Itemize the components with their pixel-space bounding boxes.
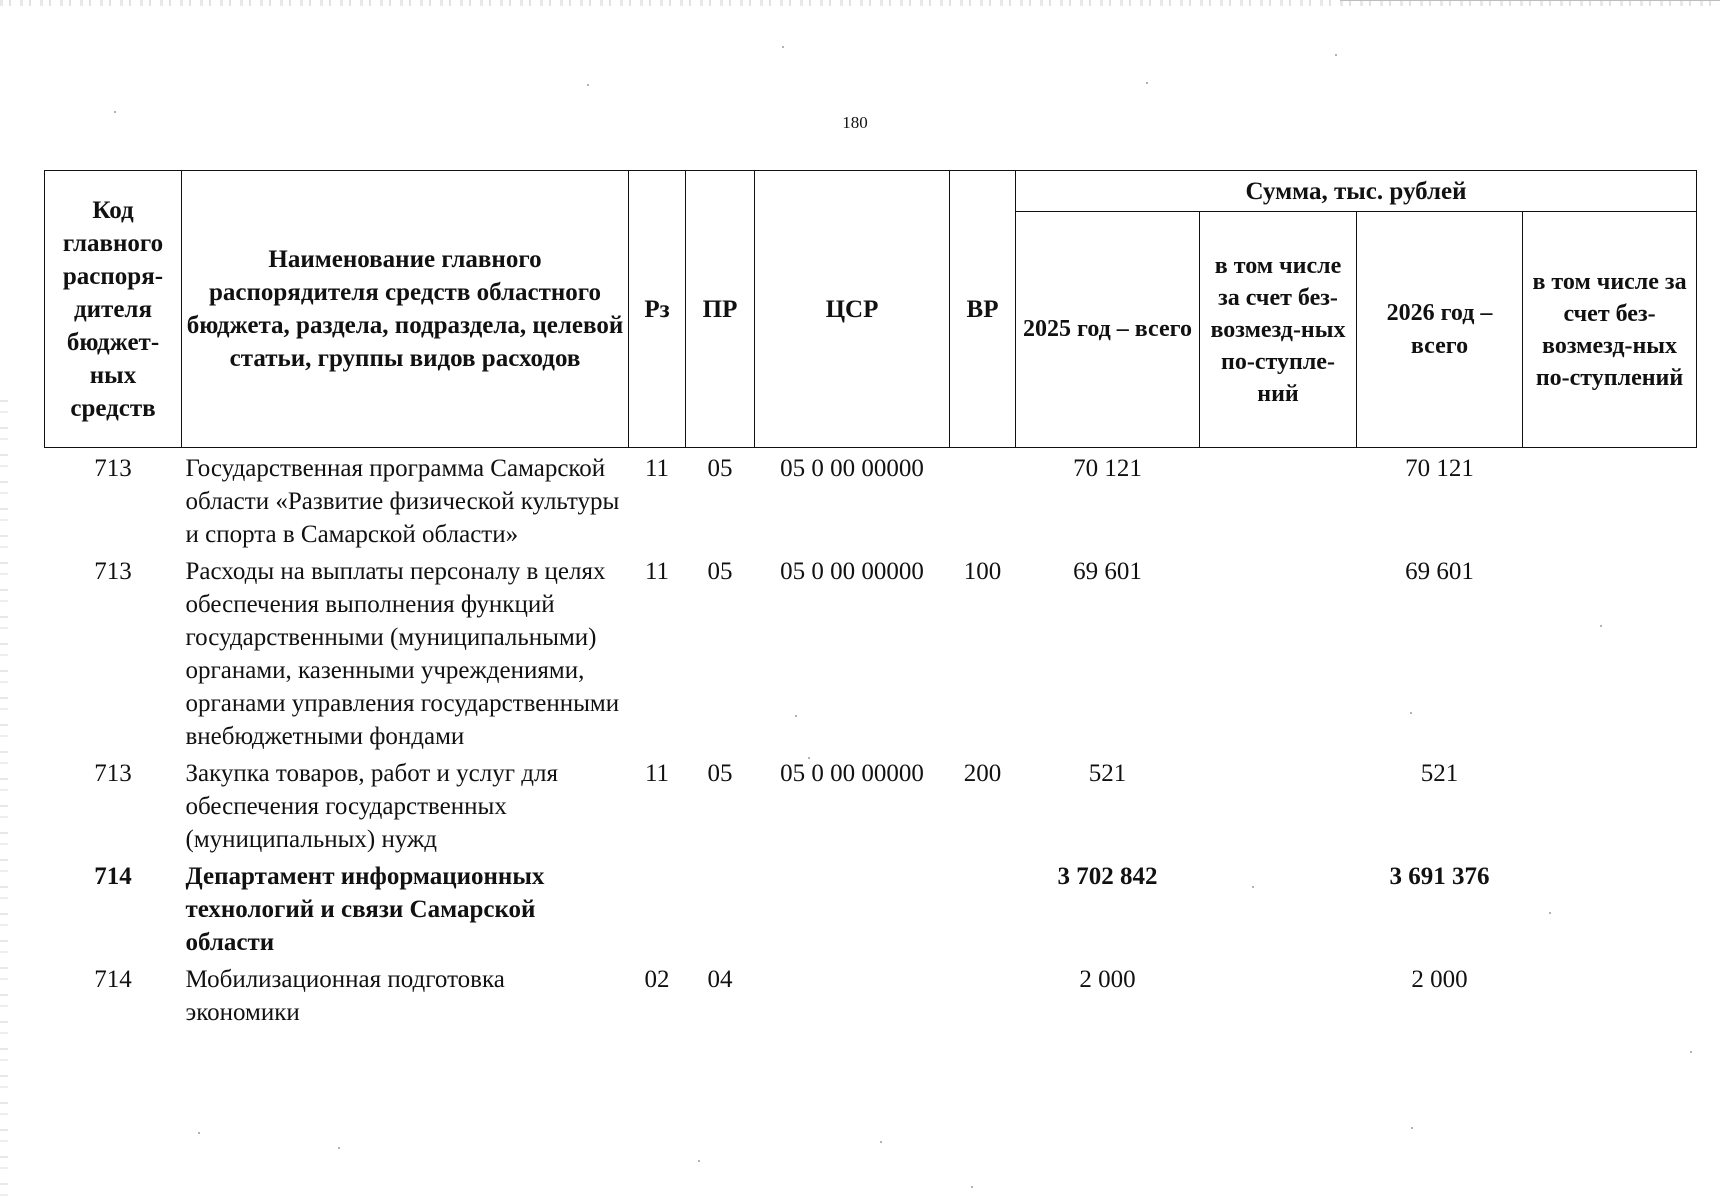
scan-speck xyxy=(971,1186,973,1188)
cell-name: Расходы на выплаты персоналу в целях обеспечения выполнения функций государственными (муниципальными) органами, казенными учреждениями, органами управления государственными внебюджетными фондами xyxy=(185,558,620,750)
table-row xyxy=(45,448,1697,552)
cell-rz: 11 xyxy=(644,455,670,482)
cell-pr: 04 xyxy=(707,966,733,993)
cell-name: Закупка товаров, работ и услуг для обеспечения государственных (муниципальных) нужд xyxy=(185,760,558,853)
cell-csr xyxy=(755,856,950,959)
cell-code: 713 xyxy=(94,760,132,787)
table-body xyxy=(45,448,1697,1030)
cell-2026-free xyxy=(1523,753,1697,856)
scan-speck xyxy=(1146,82,1148,84)
scan-speck xyxy=(808,757,810,759)
cell-2026-total: 521 xyxy=(1420,760,1459,787)
cell-2025-free xyxy=(1200,856,1357,959)
cell-pr xyxy=(686,856,755,959)
cell-csr: 05 0 00 00000 xyxy=(780,558,924,585)
cell-2025-total: 2 000 xyxy=(1079,966,1136,993)
cell-csr: 05 0 00 00000 xyxy=(780,455,924,482)
cell-pr: 05 xyxy=(707,455,733,482)
cell-csr xyxy=(755,959,950,1029)
scan-speck xyxy=(114,111,116,113)
scan-edge-left xyxy=(0,400,8,1200)
header-name: Наименование главного распорядителя средств областного бюджета, раздела, подраздела, целевой статьи, группы видов расходов xyxy=(182,171,629,448)
table-row xyxy=(45,959,1697,1029)
cell-rz: 02 xyxy=(644,966,670,993)
scan-speck xyxy=(1549,912,1551,914)
cell-vr xyxy=(950,959,1016,1029)
cell-code: 713 xyxy=(94,455,132,482)
cell-2025-total: 521 xyxy=(1088,760,1127,787)
cell-name: Государственная программа Самарской области «Развитие физической культуры и спорта в Самарской области» xyxy=(185,455,620,548)
table-row xyxy=(45,753,1697,856)
header-rz: Рз xyxy=(629,171,686,448)
cell-2025-free xyxy=(1200,959,1357,1029)
cell-rz: 11 xyxy=(644,760,670,787)
cell-rz xyxy=(629,856,686,959)
cell-2025-free xyxy=(1200,448,1357,552)
cell-2025-free xyxy=(1200,551,1357,753)
header-2026-total: 2026 год – всего xyxy=(1357,212,1523,448)
header-2025-total: 2025 год – всего xyxy=(1016,212,1200,448)
cell-code: 713 xyxy=(94,558,132,585)
header-csr: ЦСР xyxy=(755,171,950,448)
cell-2025-total: 3 702 842 xyxy=(1057,863,1158,890)
cell-code: 714 xyxy=(94,966,132,993)
scan-speck xyxy=(1600,625,1602,627)
cell-2026-total: 3 691 376 xyxy=(1389,863,1490,890)
cell-2026-free xyxy=(1523,959,1697,1029)
header-2026-free: в том числе за счет без-возмезд-ных по-ступлений xyxy=(1523,212,1697,448)
scan-speck xyxy=(795,715,797,717)
cell-2025-free xyxy=(1200,753,1357,856)
cell-rz: 11 xyxy=(644,558,670,585)
scan-speck xyxy=(782,46,784,48)
cell-2026-total: 70 121 xyxy=(1405,455,1474,482)
budget-table xyxy=(44,170,1697,1029)
scan-speck xyxy=(1411,1127,1413,1129)
table-row xyxy=(45,551,1697,753)
cell-vr: 200 xyxy=(963,760,1002,787)
cell-csr: 05 0 00 00000 xyxy=(780,760,924,787)
cell-2025-total: 69 601 xyxy=(1073,558,1142,585)
table-row xyxy=(45,856,1697,959)
scan-speck xyxy=(1252,886,1254,888)
cell-code: 714 xyxy=(94,863,132,890)
cell-pr: 05 xyxy=(707,558,733,585)
cell-2026-total: 2 000 xyxy=(1411,966,1468,993)
header-vr: ВР xyxy=(950,171,1016,448)
cell-2025-total: 70 121 xyxy=(1073,455,1142,482)
cell-name: Департамент информационных технологий и связи Самарской области xyxy=(185,863,545,956)
header-pr: ПР xyxy=(686,171,755,448)
scan-speck xyxy=(698,1160,700,1162)
top-rule xyxy=(1340,0,1720,1)
scan-speck xyxy=(587,84,589,86)
cell-2026-total: 69 601 xyxy=(1405,558,1474,585)
page-number: 180 xyxy=(842,113,868,132)
header-code: Код главного распоря-дителя бюджет-ных средств xyxy=(45,171,182,448)
scan-speck xyxy=(198,1132,200,1134)
cell-2026-free xyxy=(1523,856,1697,959)
cell-vr xyxy=(950,856,1016,959)
cell-name: Мобилизационная подготовка экономики xyxy=(185,966,505,1026)
cell-vr: 100 xyxy=(963,558,1002,585)
scan-speck xyxy=(1335,54,1337,56)
cell-pr: 05 xyxy=(707,760,733,787)
cell-vr xyxy=(950,448,1016,552)
header-2025-free: в том числе за счет без-возмезд-ных по-ступле-ний xyxy=(1200,212,1357,448)
cell-2026-free xyxy=(1523,551,1697,753)
scan-speck xyxy=(1690,1051,1692,1053)
scan-speck xyxy=(338,1147,340,1149)
scan-speck xyxy=(880,1141,882,1143)
scan-speck xyxy=(1410,712,1412,714)
table-header xyxy=(45,171,1697,448)
cell-2026-free xyxy=(1523,448,1697,552)
header-sum: Сумма, тыс. рублей xyxy=(1016,171,1697,212)
